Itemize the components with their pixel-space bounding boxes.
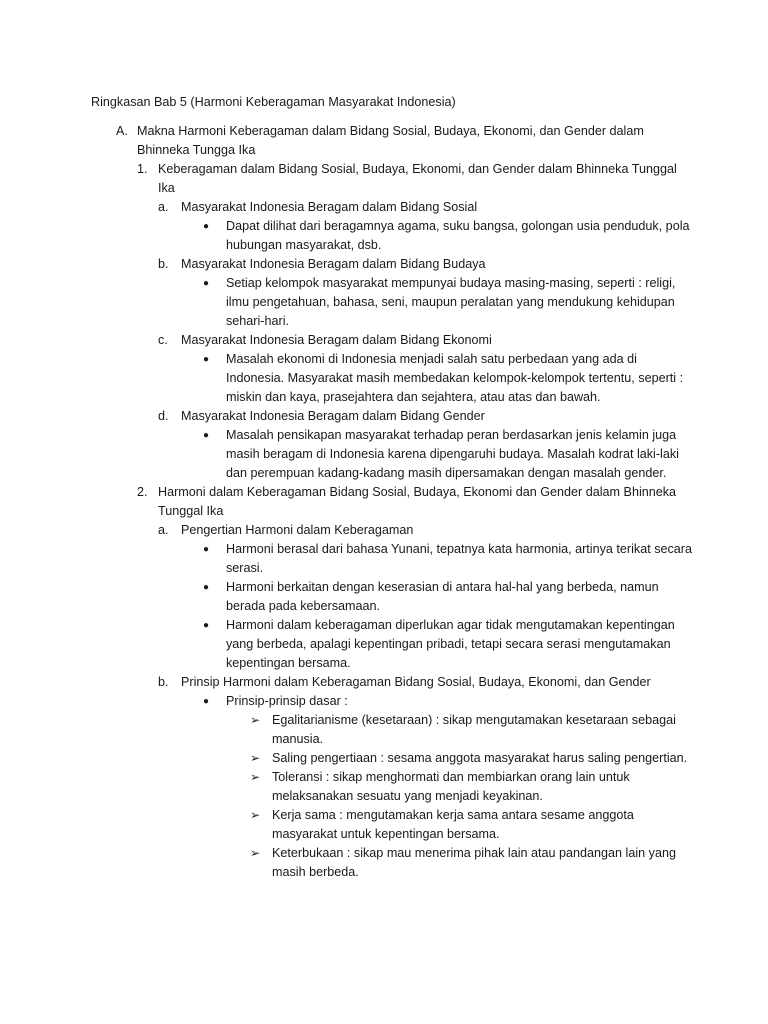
bullet-list xyxy=(203,274,696,331)
bullet-icon: ● xyxy=(203,696,210,707)
lettered-item-marker: a. xyxy=(158,523,169,537)
arrow-item xyxy=(250,844,696,882)
arrow-list xyxy=(250,711,696,882)
numbered-item-text: Harmoni dalam Keberagaman Bidang Sosial, Budaya, Ekonomi dan Gender dalam Bhinneka Tunggal Ika xyxy=(158,485,677,518)
lettered-item-marker: b. xyxy=(158,675,169,689)
bullet-item-text: Harmoni dalam keberagaman diperlukan agar tidak mengutamakan kepentingan yang berbeda, apalagi kepentingan pribadi, tetapi secara serasi mengutamakan kepentingan bersama. xyxy=(226,618,675,670)
bullet-list xyxy=(203,217,696,255)
bullet-list xyxy=(203,426,696,483)
lettered-item-marker: d. xyxy=(158,409,169,423)
bullet-item xyxy=(203,217,696,255)
lettered-item-text: Masyarakat Indonesia Beragam dalam Bidang Ekonomi xyxy=(181,333,492,347)
bullet-icon: ● xyxy=(203,354,210,365)
bullet-item xyxy=(203,426,696,483)
document-title: Ringkasan Bab 5 (Harmoni Keberagaman Masyarakat Indonesia) xyxy=(91,95,456,109)
arrow-item-text: Keterbukaan : sikap mau menerima pihak lain atau pandangan lain yang masih berbeda. xyxy=(272,846,676,879)
bullet-item-text: Prinsip-prinsip dasar : xyxy=(226,694,348,708)
arrow-item-text: Egalitarianisme (kesetaraan) : sikap mengutamakan kesetaraan sebagai manusia. xyxy=(272,713,676,746)
bullet-icon: ● xyxy=(203,544,210,555)
arrow-item-text: Toleransi : sikap menghormati dan membiarkan orang lain untuk melaksanakan sesuatu yang menjadi keyakinan. xyxy=(272,770,630,803)
arrow-item xyxy=(250,768,696,806)
bullet-icon: ● xyxy=(203,430,210,441)
lettered-item-text: Pengertian Harmoni dalam Keberagaman xyxy=(181,523,414,537)
numbered-item-children xyxy=(158,521,696,882)
lettered-item-text: Prinsip Harmoni dalam Keberagaman Bidang Sosial, Budaya, Ekonomi, dan Gender xyxy=(181,675,651,689)
bullet-item-text: Masalah ekonomi di Indonesia menjadi salah satu perbedaan yang ada di Indonesia. Masyarakat masih membedakan kelompok-kelompok tertentu, seperti : miskin dan kaya, prasejahtera dan sejahtera, atau atas dan bawah. xyxy=(226,352,684,404)
lettered-item-text: Masyarakat Indonesia Beragam dalam Bidang Gender xyxy=(181,409,485,423)
bullet-icon: ● xyxy=(203,278,210,289)
numbered-item xyxy=(137,483,696,882)
arrow-bullet-icon: ➢ xyxy=(250,846,261,860)
bullet-list xyxy=(203,350,696,407)
lettered-item xyxy=(158,673,696,882)
lettered-item-marker: a. xyxy=(158,200,169,214)
section-a xyxy=(116,122,696,882)
bullet-item-text: Harmoni berkaitan dengan keserasian di antara hal-hal yang berbeda, namun berada pada kebersamaan. xyxy=(226,580,659,613)
lettered-item xyxy=(158,198,696,255)
arrow-item-text: Saling pengertiaan : sesama anggota masyarakat harus saling pengertian. xyxy=(272,751,688,765)
numbered-item-marker: 1. xyxy=(137,162,148,176)
bullet-item xyxy=(203,540,696,578)
numbered-item xyxy=(137,160,696,483)
section-a-marker: A. xyxy=(116,124,128,138)
section-a-body xyxy=(116,160,696,882)
bullet-icon: ● xyxy=(203,221,210,232)
arrow-item-text: Kerja sama : mengutamakan kerja sama antara sesame anggota masyarakat untuk kepentingan bersama. xyxy=(272,808,634,841)
bullet-item-text: Harmoni berasal dari bahasa Yunani, tepatnya kata harmonia, artinya terikat secara serasi. xyxy=(226,542,693,575)
arrow-bullet-icon: ➢ xyxy=(250,713,261,727)
section-a-heading: Makna Harmoni Keberagaman dalam Bidang Sosial, Budaya, Ekonomi, dan Gender dalam Bhinneka Tungga Ika xyxy=(137,124,644,157)
lettered-item-text: Masyarakat Indonesia Beragam dalam Bidang Budaya xyxy=(181,257,486,271)
lettered-item-marker: b. xyxy=(158,257,169,271)
bullet-item xyxy=(203,578,696,616)
arrow-bullet-icon: ➢ xyxy=(250,808,261,822)
arrow-bullet-icon: ➢ xyxy=(250,770,261,784)
bullet-item-text: Masalah pensikapan masyarakat terhadap peran berdasarkan jenis kelamin juga masih beragam di Indonesia karena dipengaruhi budaya. Masalah kodrat laki-laki dan perempuan kadang-kadang masih dipersamakan dengan masalah gender. xyxy=(226,428,679,480)
lettered-item-text: Masyarakat Indonesia Beragam dalam Bidang Sosial xyxy=(181,200,478,214)
bullet-icon: ● xyxy=(203,582,210,593)
numbered-item-children xyxy=(158,198,696,483)
lettered-item-marker: c. xyxy=(158,333,168,347)
arrow-item xyxy=(250,711,696,749)
lettered-item xyxy=(158,521,696,673)
arrow-item xyxy=(250,806,696,844)
bullet-item xyxy=(203,692,696,882)
bullet-item-text: Dapat dilihat dari beragamnya agama, suku bangsa, golongan usia penduduk, pola hubungan masyarakat, dsb. xyxy=(226,219,690,252)
arrow-item xyxy=(250,749,696,768)
numbered-item-text: Keberagaman dalam Bidang Sosial, Budaya, Ekonomi, dan Gender dalam Bhinneka Tunggal Ika xyxy=(158,162,677,195)
bullet-item xyxy=(203,350,696,407)
lettered-item xyxy=(158,331,696,407)
numbered-item-marker: 2. xyxy=(137,485,148,499)
lettered-item xyxy=(158,255,696,331)
bullet-icon: ● xyxy=(203,620,210,631)
arrow-bullet-icon: ➢ xyxy=(250,751,261,765)
bullet-list xyxy=(203,692,696,882)
bullet-item xyxy=(203,616,696,673)
bullet-list xyxy=(203,540,696,673)
bullet-item-text: Setiap kelompok masyarakat mempunyai budaya masing-masing, seperti : religi, ilmu pengetahuan, bahasa, seni, maupun peralatan yang mendukung kehidupan sehari-hari. xyxy=(226,276,676,328)
lettered-item xyxy=(158,407,696,483)
bullet-item xyxy=(203,274,696,331)
